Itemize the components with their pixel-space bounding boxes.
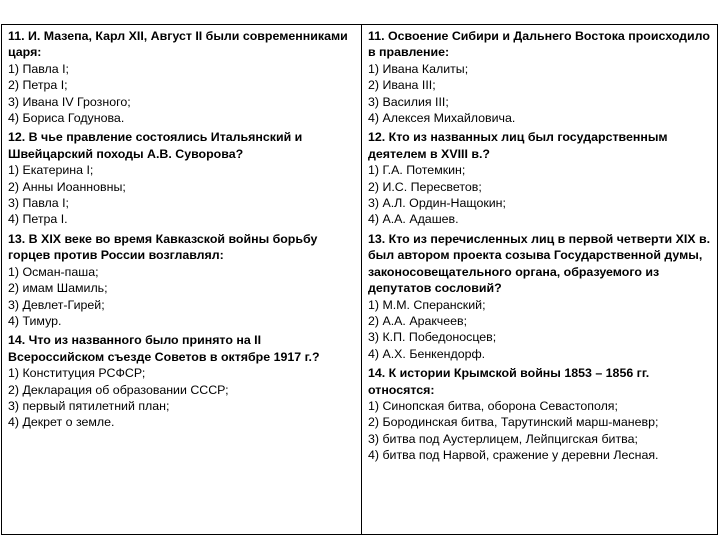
answer-option: 2) имам Шамиль;: [8, 281, 108, 296]
answer-option: 2) И.С. Пересветов;: [368, 179, 482, 194]
answer-option: 4) А.А. Адашев.: [368, 212, 459, 227]
answer-option: 4) битва под Нарвой, сражение у деревни Лесная.: [368, 448, 659, 463]
answer-option: 1) Г.А. Потемкин;: [368, 163, 466, 178]
answer-option: 4) А.Х. Бенкендорф.: [368, 346, 486, 361]
question-11-right: [368, 28, 716, 126]
question-12-right: [368, 129, 716, 227]
question-title: 13. В XIX веке во время Кавказской войны борьбу горцев против России возглавлял:: [8, 231, 318, 263]
question-14-left: [8, 332, 356, 430]
answer-option: 3) К.П. Победоносцев;: [368, 330, 497, 345]
question-13-left: [8, 231, 356, 329]
answer-option: 4) Тимур.: [8, 313, 62, 328]
question-title: 13. Кто из перечисленных лиц в первой четверти XIX в. был автором проекта созыва Государственной думы, законосовещательного органа, образуемого из депутатов сословий?: [368, 231, 711, 296]
question-11-left: [8, 28, 356, 126]
left-column: [8, 28, 356, 434]
answer-option: 1) Синопская битва, оборона Севастополя;: [368, 398, 618, 413]
answer-option: 3) первый пятилетний план;: [8, 398, 170, 413]
answer-option: 3) Девлет-Гирей;: [8, 297, 105, 312]
answer-option: 2) Бородинская битва, Тарутинский марш-маневр;: [368, 415, 659, 430]
answer-option: 3) Василия III;: [368, 94, 449, 109]
question-title: 12. Кто из названных лиц был государственным деятелем в XVIII в.?: [368, 130, 668, 161]
question-12-left: [8, 129, 356, 227]
answer-option: 4) Декрет о земле.: [8, 415, 115, 430]
questions-table: [1, 24, 718, 535]
answer-option: 1) Конституция РСФСР;: [8, 366, 146, 381]
answer-option: 1) М.М. Сперанский;: [368, 297, 486, 312]
answer-option: 3) Ивана IV Грозного;: [8, 94, 131, 109]
answer-option: 1) Осман-паша;: [8, 264, 99, 279]
answer-option: 4) Алексея Михайловича.: [368, 111, 516, 126]
answer-option: 3) А.Л. Ордин-Нащокин;: [368, 196, 506, 211]
question-title: 11. Освоение Сибири и Дальнего Востока происходило в правление:: [368, 29, 710, 60]
question-title: 11. И. Мазепа, Карл XII, Август II были современниками царя:: [8, 29, 348, 60]
question-14-right: [368, 365, 716, 463]
question-title: 12. В чье правление состоялись Итальянский и Швейцарский походы А.В. Суворова?: [8, 130, 303, 161]
question-title: 14. Что из названного было принято на II Всероссийском съезде Советов в октябре 1917 г.?: [8, 333, 320, 364]
right-column: [368, 28, 716, 467]
answer-option: 3) битва под Аустерлицем, Лейпцигская битва;: [368, 431, 638, 446]
answer-option: 2) Анны Иоанновны;: [8, 179, 126, 194]
answer-option: 4) Петра I.: [8, 212, 68, 227]
answer-option: 1) Павла I;: [8, 61, 70, 76]
answer-option: 2) Ивана III;: [368, 78, 436, 93]
answer-option: 1) Екатерина I;: [8, 163, 94, 178]
answer-option: 4) Бориса Годунова.: [8, 111, 125, 126]
column-divider: [361, 25, 362, 534]
answer-option: 3) Павла I;: [8, 196, 70, 211]
question-title: 14. К истории Крымской войны 1853 – 1856 гг. относятся:: [368, 366, 650, 397]
question-13-right: [368, 231, 716, 362]
answer-option: 2) Декларация об образовании СССР;: [8, 382, 229, 397]
answer-option: 1) Ивана Калиты;: [368, 61, 469, 76]
answer-option: 2) А.А. Аракчеев;: [368, 313, 468, 328]
answer-option: 2) Петра I;: [8, 78, 68, 93]
